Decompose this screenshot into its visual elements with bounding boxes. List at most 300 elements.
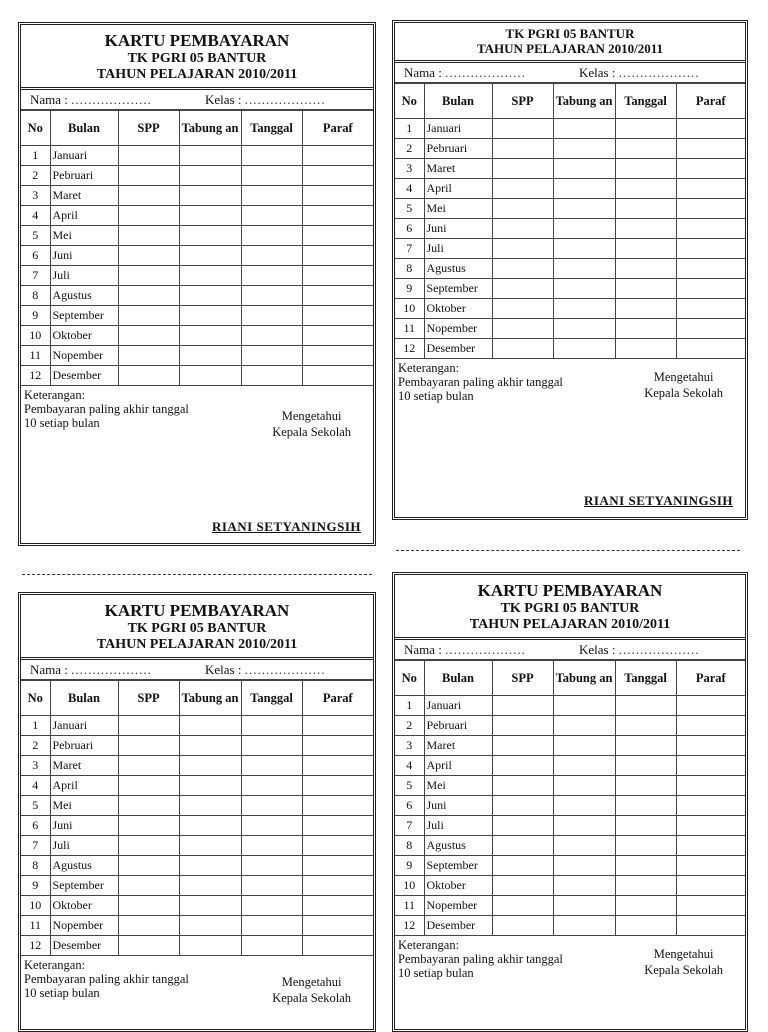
month-rows bbox=[21, 715, 373, 955]
school-name: TK PGRI 05 BANTUR bbox=[127, 620, 267, 636]
tanggal-cell bbox=[241, 205, 302, 225]
paraf-cell bbox=[676, 875, 745, 895]
paraf-cell bbox=[302, 345, 373, 365]
paraf-cell bbox=[676, 835, 745, 855]
keterangan-text: Pembayaran paling akhir tanggal 10 setiap bulan bbox=[398, 374, 563, 403]
spp-cell bbox=[118, 365, 179, 385]
row-number: 8 bbox=[21, 285, 50, 305]
spp-cell bbox=[492, 695, 553, 715]
table-row bbox=[395, 338, 745, 358]
keterangan-text: Pembayaran paling akhir tanggal 10 setiap bulan bbox=[398, 951, 563, 980]
table-row bbox=[21, 815, 373, 835]
header-tabungan: Tabung an bbox=[553, 83, 615, 118]
tabungan-cell bbox=[553, 198, 615, 218]
table-row bbox=[21, 325, 373, 345]
header-paraf: Paraf bbox=[676, 83, 745, 118]
row-number: 6 bbox=[395, 218, 424, 238]
spp-cell bbox=[118, 755, 179, 775]
paraf-cell bbox=[676, 715, 745, 735]
spp-cell bbox=[118, 875, 179, 895]
paraf-cell bbox=[302, 205, 373, 225]
table-row bbox=[21, 165, 373, 185]
row-number: 12 bbox=[21, 365, 50, 385]
tabungan-cell bbox=[553, 318, 615, 338]
tabungan-cell bbox=[553, 815, 615, 835]
row-month: Nopember bbox=[50, 345, 118, 365]
paraf-cell bbox=[302, 735, 373, 755]
row-month: Maret bbox=[50, 755, 118, 775]
row-month: Agustus bbox=[424, 258, 492, 278]
spp-cell bbox=[118, 855, 179, 875]
spp-cell bbox=[118, 185, 179, 205]
tanggal-cell bbox=[615, 338, 676, 358]
spp-cell bbox=[118, 815, 179, 835]
tabungan-cell bbox=[179, 815, 241, 835]
header-tanggal: Tanggal bbox=[615, 660, 676, 695]
row-month: April bbox=[424, 178, 492, 198]
tanggal-cell bbox=[241, 165, 302, 185]
mengetahui-label: Mengetahui bbox=[281, 408, 342, 423]
tanggal-cell bbox=[615, 895, 676, 915]
row-number: 8 bbox=[21, 855, 50, 875]
spp-cell bbox=[492, 338, 553, 358]
spp-cell bbox=[492, 218, 553, 238]
tanggal-cell bbox=[615, 158, 676, 178]
payment-card-1 bbox=[18, 22, 376, 546]
row-number: 11 bbox=[395, 318, 424, 338]
tabungan-cell bbox=[179, 775, 241, 795]
card-footer bbox=[395, 359, 745, 405]
spp-cell bbox=[492, 138, 553, 158]
header-bulan: Bulan bbox=[424, 83, 492, 118]
kelas-label: Kelas : bbox=[579, 641, 616, 657]
kelas-blank: ................... bbox=[244, 661, 326, 677]
table-row bbox=[21, 755, 373, 775]
nama-label: Nama : bbox=[30, 91, 68, 107]
tanggal-cell bbox=[241, 225, 302, 245]
payment-table bbox=[395, 660, 745, 936]
tanggal-cell bbox=[241, 795, 302, 815]
tanggal-cell bbox=[241, 815, 302, 835]
nama-label: Nama : bbox=[404, 64, 442, 80]
row-number: 1 bbox=[21, 715, 50, 735]
tabungan-cell bbox=[179, 875, 241, 895]
card-header bbox=[395, 575, 745, 640]
row-number: 11 bbox=[21, 915, 50, 935]
tanggal-cell bbox=[241, 265, 302, 285]
row-number: 5 bbox=[21, 795, 50, 815]
kelas-blank: ................... bbox=[618, 641, 700, 657]
tabungan-cell bbox=[553, 298, 615, 318]
tanggal-cell bbox=[615, 815, 676, 835]
tabungan-cell bbox=[179, 165, 241, 185]
row-number: 10 bbox=[21, 895, 50, 915]
kelas-blank: ................... bbox=[244, 91, 326, 107]
spp-cell bbox=[118, 895, 179, 915]
row-number: 8 bbox=[395, 258, 424, 278]
tanggal-cell bbox=[615, 198, 676, 218]
row-number: 1 bbox=[395, 118, 424, 138]
paraf-cell bbox=[676, 775, 745, 795]
table-row bbox=[21, 855, 373, 875]
tanggal-cell bbox=[615, 238, 676, 258]
row-number: 5 bbox=[395, 198, 424, 218]
row-month: Maret bbox=[424, 158, 492, 178]
spp-cell bbox=[492, 278, 553, 298]
row-number: 11 bbox=[21, 345, 50, 365]
spp-cell bbox=[492, 795, 553, 815]
tabungan-cell bbox=[179, 345, 241, 365]
name-class-bar bbox=[395, 63, 745, 83]
row-number: 3 bbox=[395, 735, 424, 755]
tanggal-cell bbox=[241, 365, 302, 385]
paraf-cell bbox=[676, 755, 745, 775]
keterangan-label: Keterangan: bbox=[24, 387, 86, 402]
row-month: Oktober bbox=[424, 298, 492, 318]
table-row bbox=[21, 285, 373, 305]
paraf-cell bbox=[302, 185, 373, 205]
tanggal-cell bbox=[241, 345, 302, 365]
keterangan-label: Keterangan: bbox=[24, 957, 86, 972]
row-month: Oktober bbox=[50, 325, 118, 345]
tanggal-cell bbox=[241, 935, 302, 955]
row-month: September bbox=[50, 305, 118, 325]
paraf-cell bbox=[302, 265, 373, 285]
spp-cell bbox=[118, 775, 179, 795]
row-number: 7 bbox=[21, 835, 50, 855]
row-number: 8 bbox=[395, 835, 424, 855]
paraf-cell bbox=[302, 855, 373, 875]
school-year: TAHUN PELAJARAN 2010/2011 bbox=[476, 40, 664, 56]
paraf-cell bbox=[302, 245, 373, 265]
table-row bbox=[21, 185, 373, 205]
tabungan-cell bbox=[179, 205, 241, 225]
row-month: Desember bbox=[424, 338, 492, 358]
table-row bbox=[21, 915, 373, 935]
row-month: Mei bbox=[50, 795, 118, 815]
mengetahui-label: Mengetahui bbox=[281, 974, 342, 989]
paraf-cell bbox=[302, 815, 373, 835]
tanggal-cell bbox=[241, 285, 302, 305]
table-row bbox=[395, 895, 745, 915]
paraf-cell bbox=[302, 715, 373, 735]
table-row bbox=[395, 318, 745, 338]
nama-blank: ................... bbox=[71, 91, 152, 107]
header-tanggal: Tanggal bbox=[241, 680, 302, 715]
row-month: September bbox=[50, 875, 118, 895]
tabungan-cell bbox=[553, 915, 615, 935]
tabungan-cell bbox=[553, 795, 615, 815]
row-number: 5 bbox=[395, 775, 424, 795]
table-row bbox=[395, 795, 745, 815]
row-number: 6 bbox=[395, 795, 424, 815]
payment-table bbox=[395, 83, 745, 359]
row-number: 4 bbox=[21, 205, 50, 225]
table-row bbox=[21, 305, 373, 325]
tanggal-cell bbox=[241, 755, 302, 775]
tabungan-cell bbox=[179, 185, 241, 205]
paraf-cell bbox=[676, 855, 745, 875]
row-number: 10 bbox=[395, 875, 424, 895]
spp-cell bbox=[118, 265, 179, 285]
tanggal-cell bbox=[241, 185, 302, 205]
tabungan-cell bbox=[553, 138, 615, 158]
tanggal-cell bbox=[615, 755, 676, 775]
table-row bbox=[395, 855, 745, 875]
tanggal-cell bbox=[615, 695, 676, 715]
row-month: April bbox=[424, 755, 492, 775]
tanggal-cell bbox=[241, 245, 302, 265]
row-month: Januari bbox=[424, 118, 492, 138]
tabungan-cell bbox=[553, 775, 615, 795]
table-row bbox=[21, 875, 373, 895]
mengetahui-label: Mengetahui bbox=[653, 369, 714, 384]
kepala-sekolah-label: Kepala Sekolah bbox=[644, 385, 723, 400]
table-row bbox=[395, 258, 745, 278]
row-month: Juli bbox=[50, 835, 118, 855]
header-bulan: Bulan bbox=[50, 110, 118, 145]
header-no: No bbox=[395, 83, 424, 118]
nama-blank: ................... bbox=[445, 641, 526, 657]
header-spp: SPP bbox=[492, 83, 553, 118]
tabungan-cell bbox=[179, 735, 241, 755]
month-rows bbox=[395, 695, 745, 935]
header-spp: SPP bbox=[492, 660, 553, 695]
spp-cell bbox=[118, 735, 179, 755]
row-number: 6 bbox=[21, 815, 50, 835]
tabungan-cell bbox=[179, 365, 241, 385]
row-number: 9 bbox=[21, 305, 50, 325]
row-month: Juni bbox=[50, 245, 118, 265]
row-number: 4 bbox=[21, 775, 50, 795]
tabungan-cell bbox=[179, 245, 241, 265]
tabungan-cell bbox=[179, 325, 241, 345]
spp-cell bbox=[492, 198, 553, 218]
tanggal-cell bbox=[615, 178, 676, 198]
row-month: April bbox=[50, 205, 118, 225]
tanggal-cell bbox=[615, 855, 676, 875]
tabungan-cell bbox=[553, 258, 615, 278]
spp-cell bbox=[492, 835, 553, 855]
row-number: 2 bbox=[21, 735, 50, 755]
tanggal-cell bbox=[241, 305, 302, 325]
row-month: Oktober bbox=[424, 875, 492, 895]
table-row bbox=[395, 715, 745, 735]
table-row bbox=[21, 345, 373, 365]
table-row bbox=[395, 875, 745, 895]
paraf-cell bbox=[302, 325, 373, 345]
paraf-cell bbox=[302, 835, 373, 855]
spp-cell bbox=[118, 935, 179, 955]
row-month: Nopember bbox=[424, 318, 492, 338]
header-paraf: Paraf bbox=[676, 660, 745, 695]
table-row bbox=[21, 895, 373, 915]
paraf-cell bbox=[302, 915, 373, 935]
acknowledgement bbox=[644, 946, 723, 978]
table-row bbox=[395, 278, 745, 298]
spp-cell bbox=[118, 835, 179, 855]
row-number: 9 bbox=[395, 855, 424, 875]
paraf-cell bbox=[676, 278, 745, 298]
card-title: KARTU PEMBAYARAN bbox=[104, 601, 290, 620]
spp-cell bbox=[118, 225, 179, 245]
row-month: Desember bbox=[424, 915, 492, 935]
header-no: No bbox=[21, 680, 50, 715]
keterangan-label: Keterangan: bbox=[398, 360, 460, 375]
row-number: 11 bbox=[395, 895, 424, 915]
row-number: 3 bbox=[21, 755, 50, 775]
row-number: 6 bbox=[21, 245, 50, 265]
spp-cell bbox=[118, 795, 179, 815]
table-row bbox=[21, 225, 373, 245]
row-month: September bbox=[424, 855, 492, 875]
keterangan-text: Pembayaran paling akhir tanggal 10 setiap bulan bbox=[24, 971, 189, 1000]
payment-card-4 bbox=[392, 572, 748, 1032]
row-month: Januari bbox=[424, 695, 492, 715]
spp-cell bbox=[118, 245, 179, 265]
row-number: 9 bbox=[395, 278, 424, 298]
tabungan-cell bbox=[179, 265, 241, 285]
tabungan-cell bbox=[179, 145, 241, 165]
tabungan-cell bbox=[553, 735, 615, 755]
tabungan-cell bbox=[179, 935, 241, 955]
table-row bbox=[395, 775, 745, 795]
row-month: Nopember bbox=[50, 915, 118, 935]
paraf-cell bbox=[302, 775, 373, 795]
header-tabungan: Tabung an bbox=[179, 110, 241, 145]
header-bulan: Bulan bbox=[50, 680, 118, 715]
header-tanggal: Tanggal bbox=[241, 110, 302, 145]
spp-cell bbox=[492, 178, 553, 198]
spp-cell bbox=[118, 165, 179, 185]
table-row bbox=[21, 775, 373, 795]
paraf-cell bbox=[302, 755, 373, 775]
paraf-cell bbox=[302, 305, 373, 325]
spp-cell bbox=[492, 815, 553, 835]
paraf-cell bbox=[676, 338, 745, 358]
row-month: Juni bbox=[424, 218, 492, 238]
card-footer bbox=[21, 386, 373, 439]
row-month: Pebruari bbox=[424, 138, 492, 158]
keterangan-text: Pembayaran paling akhir tanggal 10 setiap bulan bbox=[24, 401, 189, 430]
tanggal-cell bbox=[615, 775, 676, 795]
cut-line bbox=[22, 574, 372, 575]
spp-cell bbox=[492, 318, 553, 338]
nama-label: Nama : bbox=[30, 661, 68, 677]
row-number: 2 bbox=[21, 165, 50, 185]
tanggal-cell bbox=[615, 715, 676, 735]
spp-cell bbox=[492, 895, 553, 915]
paraf-cell bbox=[676, 178, 745, 198]
spp-cell bbox=[492, 755, 553, 775]
acknowledgement bbox=[272, 408, 351, 440]
paraf-cell bbox=[676, 218, 745, 238]
table-row bbox=[21, 145, 373, 165]
tabungan-cell bbox=[179, 305, 241, 325]
row-month: Januari bbox=[50, 715, 118, 735]
spp-cell bbox=[492, 915, 553, 935]
tanggal-cell bbox=[615, 298, 676, 318]
tanggal-cell bbox=[241, 875, 302, 895]
tanggal-cell bbox=[241, 715, 302, 735]
paraf-cell bbox=[302, 165, 373, 185]
spp-cell bbox=[492, 715, 553, 735]
table-row bbox=[395, 755, 745, 775]
mengetahui-label: Mengetahui bbox=[653, 946, 714, 961]
spp-cell bbox=[118, 915, 179, 935]
signer-name: RIANI SETYANINGSIH bbox=[211, 519, 361, 534]
tabungan-cell bbox=[553, 118, 615, 138]
tabungan-cell bbox=[179, 855, 241, 875]
tanggal-cell bbox=[615, 118, 676, 138]
paraf-cell bbox=[676, 735, 745, 755]
paraf-cell bbox=[676, 198, 745, 218]
paraf-cell bbox=[302, 285, 373, 305]
paraf-cell bbox=[676, 895, 745, 915]
tabungan-cell bbox=[553, 178, 615, 198]
row-month: Oktober bbox=[50, 895, 118, 915]
tabungan-cell bbox=[179, 895, 241, 915]
tanggal-cell bbox=[241, 915, 302, 935]
school-name: TK PGRI 05 BANTUR bbox=[500, 600, 640, 616]
tabungan-cell bbox=[179, 835, 241, 855]
paraf-cell bbox=[302, 875, 373, 895]
card-header bbox=[395, 23, 745, 63]
tanggal-cell bbox=[615, 875, 676, 895]
row-month: Juni bbox=[50, 815, 118, 835]
school-year: TAHUN PELAJARAN 2010/2011 bbox=[469, 616, 671, 632]
header-bulan: Bulan bbox=[424, 660, 492, 695]
row-number: 3 bbox=[395, 158, 424, 178]
row-month: Juni bbox=[424, 795, 492, 815]
tanggal-cell bbox=[241, 775, 302, 795]
row-number: 4 bbox=[395, 178, 424, 198]
payment-table bbox=[21, 680, 373, 956]
row-number: 10 bbox=[21, 325, 50, 345]
card-title: KARTU PEMBAYARAN bbox=[477, 581, 663, 600]
tabungan-cell bbox=[553, 715, 615, 735]
row-month: Agustus bbox=[424, 835, 492, 855]
paraf-cell bbox=[676, 158, 745, 178]
payment-card-2 bbox=[392, 20, 748, 520]
table-row bbox=[21, 795, 373, 815]
paraf-cell bbox=[302, 145, 373, 165]
tabungan-cell bbox=[179, 795, 241, 815]
table-row bbox=[395, 138, 745, 158]
school-name: TK PGRI 05 BANTUR bbox=[127, 50, 267, 66]
paraf-cell bbox=[676, 138, 745, 158]
tanggal-cell bbox=[241, 325, 302, 345]
table-row bbox=[395, 735, 745, 755]
name-class-bar bbox=[21, 660, 373, 680]
tabungan-cell bbox=[179, 285, 241, 305]
row-month: Januari bbox=[50, 145, 118, 165]
tanggal-cell bbox=[615, 735, 676, 755]
table-row bbox=[395, 915, 745, 935]
kelas-blank: ................... bbox=[618, 64, 700, 80]
row-month: September bbox=[424, 278, 492, 298]
row-month: Agustus bbox=[50, 855, 118, 875]
payment-table bbox=[21, 110, 373, 386]
row-number: 7 bbox=[395, 238, 424, 258]
table-row bbox=[395, 218, 745, 238]
tanggal-cell bbox=[241, 735, 302, 755]
header-tabungan: Tabung an bbox=[553, 660, 615, 695]
row-month: Juli bbox=[50, 265, 118, 285]
card-footer bbox=[21, 956, 373, 1005]
tanggal-cell bbox=[615, 138, 676, 158]
paraf-cell bbox=[676, 795, 745, 815]
